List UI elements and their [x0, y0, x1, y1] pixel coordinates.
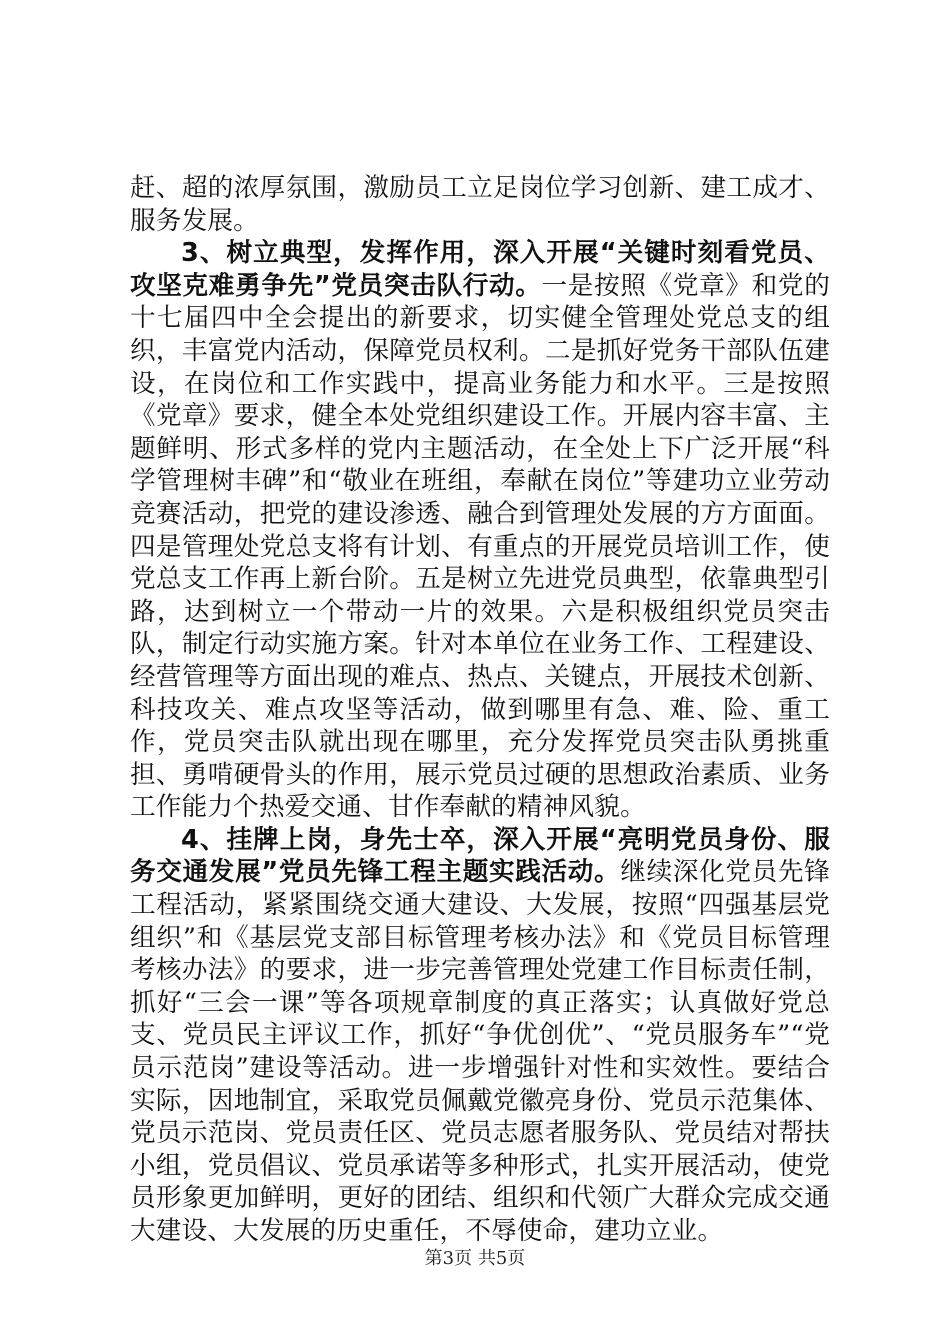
- paragraph-section-4: [130, 824, 830, 1248]
- page-number-footer: 第3页 共5页: [424, 1248, 526, 1269]
- paragraph-body: 继续深化党员先锋工程活动，紧紧围绕交通大建设、大发展，按照“四强基层党组织”和《基层党支部目标管理考核办法》和《党员目标管理考核办法》的要求，进一步完善管理处党建工作目标责任制，抓好“三会一课”等各项规章制度的真正落实；认真做好党总支、党员民主评议工作，抓好“争优创优”、“党员服务车”“党员示范岗”建设等活动。进一步增强针对性和实效性。要结合实际，因地制宜，采取党员佩戴党徽亮身份、党员示范集体、党员示范岗、党员责任区、党员志愿者服务队、党员结对帮扶小组，党员倡议、党员承诺等多种形式，扎实开展活动，使党员形象更加鲜明，更好的团结、组织和代领广大群众完成交通大建设、大发展的历史重任，不辱使命，建功立业。: [130, 857, 830, 1246]
- section-heading: 3、树立典型，发挥作用，深入开展“关键时刻看党员、攻坚克难勇争先”党员突击队行动。: [130, 238, 830, 301]
- paragraph-section-3: [130, 237, 830, 824]
- paragraph-body: 一是按照《党章》和党的十七届四中全会提出的新要求，切实健全管理处党总支的组织，丰富党内活动，保障党员权利。二是抓好党务干部队伍建设，在岗位和工作实践中，提高业务能力和水平。三是按照《党章》要求，健全本处党组织建设工作。开展内容丰富、主题鲜明、形式多样的党内主题活动，在全处上下广泛开展“科学管理树丰碑”和“敬业在班组，奉献在岗位”等建功立业劳动竞赛活动，把党的建设渗透、融合到管理处发展的方方面面。四是管理处党总支将有计划、有重点的开展党员培训工作，使党总支工作再上新台阶。五是树立先进党员典型，依靠典型引路，达到树立一个带动一片的效果。六是积极组织党员突击队，制定行动实施方案。针对本单位在业务工作、工程建设、经营管理等方面出现的难点、热点、关键点，开展技术创新、科技攻关、难点攻坚等活动，做到哪里有急、难、险、重工作，党员突击队就出现在哪里，充分发挥党员突击队勇挑重担、勇啃硬骨头的作用，展示党员过硬的思想政治素质、业务工作能力个热爱交通、甘作奉献的精神风貌。: [130, 270, 830, 823]
- paragraph-continuation: [130, 172, 830, 237]
- document-body: [130, 172, 830, 1248]
- paragraph-body: 赶、超的浓厚氛围，激励员工立足岗位学习创新、建工成才、服务发展。: [130, 173, 830, 236]
- section-heading: 4、挂牌上岗，身先士卒，深入开展“亮明党员身份、服务交通发展”党员先锋工程主题实践活动。: [130, 824, 830, 888]
